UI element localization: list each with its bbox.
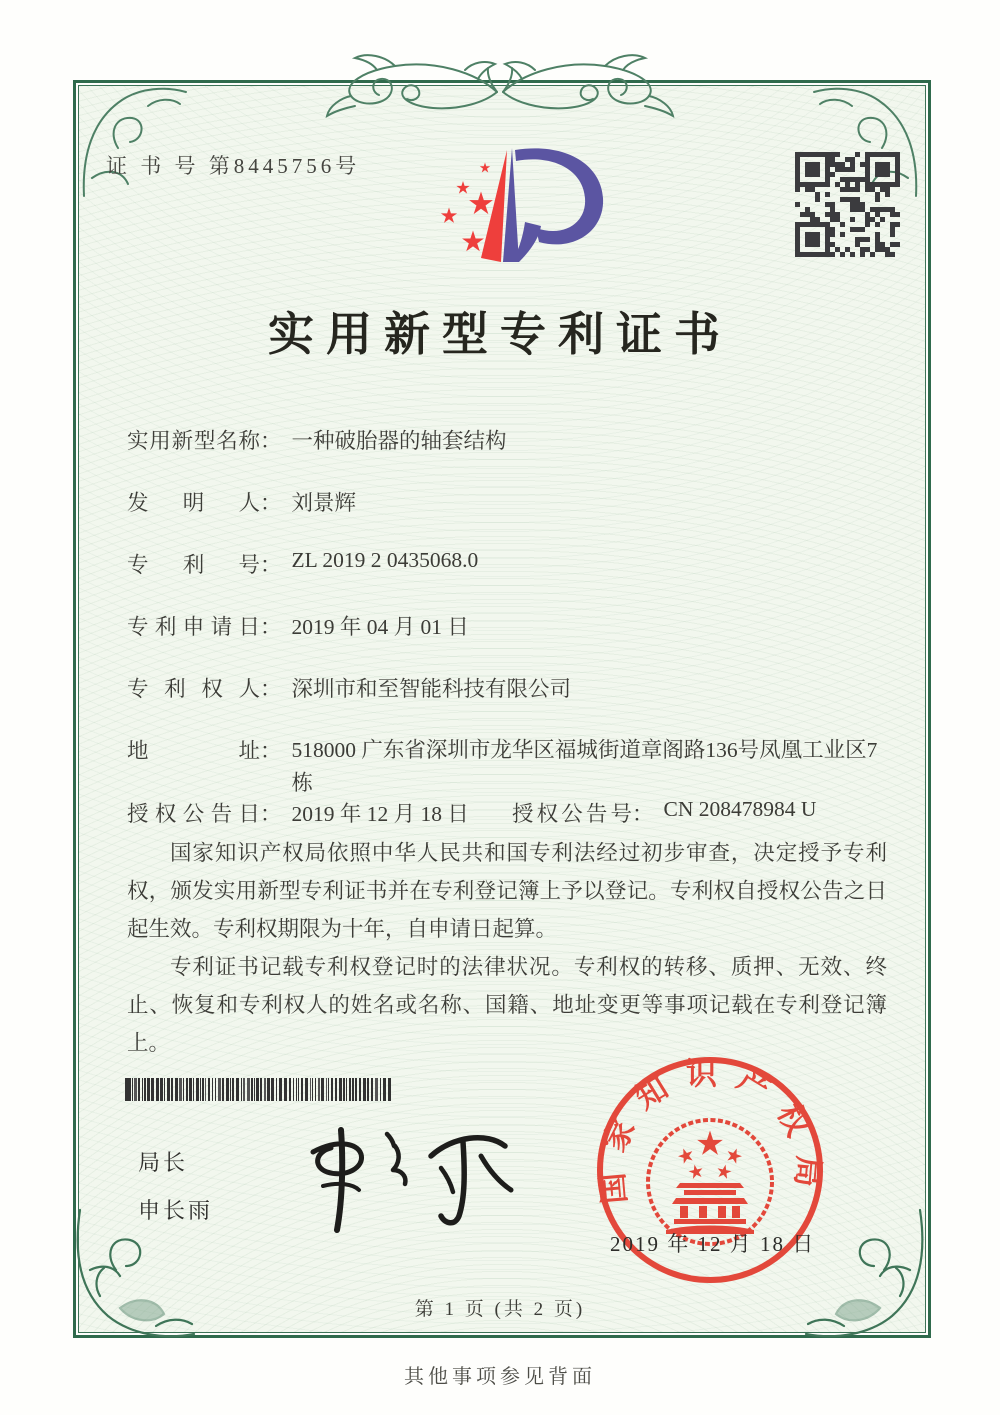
cnipa-logo bbox=[415, 130, 615, 290]
field-filing-date: 专利申请日 ： 2019 年 04 月 01 日 bbox=[127, 610, 469, 641]
seal-date: 2019 年 12 月 18 日 bbox=[610, 1232, 816, 1256]
field-grant-number: 授权公告号 ： CN 208478984 U bbox=[512, 797, 817, 826]
legal-paragraph-1: 国家知识产权局依照中华人民共和国专利法经过初步审查，决定授予专利权，颁发实用新型专利证书并在专利登记簿上予以登记。专利权自授权公告之日起生效。专利权期限为十年，自申请日起算。 bbox=[127, 841, 887, 941]
field-value: 深圳市和至智能科技有限公司 bbox=[291, 677, 572, 701]
director-title-label: 局长 bbox=[138, 1150, 189, 1175]
field-value: 刘景辉 bbox=[291, 491, 357, 515]
field-value: 2019 年 04 月 01 日 bbox=[291, 615, 469, 639]
emblem-gate bbox=[666, 1183, 754, 1234]
field-value: 一种破胎器的轴套结构 bbox=[291, 429, 507, 453]
qr-code bbox=[795, 152, 900, 257]
field-patentee: 专利权人 ： 深圳市和至智能科技有限公司 bbox=[127, 672, 571, 703]
field-label: 地址 bbox=[127, 739, 260, 763]
field-label: 专利申请日 bbox=[127, 615, 260, 639]
page-number: 第 1 页 (共 2 页) bbox=[414, 1299, 586, 1320]
field-address: 地址 ： 518000 广东省深圳市龙华区福城街道章阁路136号凤凰工业区7栋 bbox=[127, 734, 882, 800]
barcode bbox=[125, 1078, 391, 1101]
certificate-number: 证 书 号 第8445756号 bbox=[106, 154, 361, 178]
field-value: ZL 2019 2 0435068.0 bbox=[291, 548, 479, 572]
field-grant-row: 授权公告日 ： 2019 年 12 月 18 日 授权公告号 ： CN 208478984 U bbox=[127, 797, 817, 826]
grant-number-value: CN 208478984 U bbox=[663, 797, 817, 821]
field-utility-model-name: 实用新型名称 ： 一种破胎器的轴套结构 bbox=[127, 424, 507, 455]
back-side-note: 其他事项参见背面 bbox=[404, 1366, 596, 1388]
field-label: 授权公告日 bbox=[127, 802, 260, 826]
field-label: 实用新型名称 bbox=[127, 429, 260, 453]
legal-text bbox=[127, 834, 887, 1062]
field-label: 发明人 bbox=[127, 491, 260, 515]
field-inventor: 发明人 ： 刘景辉 bbox=[127, 486, 356, 517]
grant-date-value: 2019 年 12 月 18 日 bbox=[291, 802, 469, 826]
field-patent-number: 专利号 ： ZL 2019 2 0435068.0 bbox=[127, 548, 479, 577]
legal-paragraph-2: 专利证书记载专利权登记时的法律状况。专利权的转移、质押、无效、终止、恢复和专利权人的姓名或名称、国籍、地址变更等事项记载在专利登记簿上。 bbox=[127, 955, 887, 1055]
field-value: 518000 广东省深圳市龙华区福城街道章阁路136号凤凰工业区7栋 bbox=[291, 738, 878, 795]
field-label: 专利权人 bbox=[127, 677, 260, 701]
field-label: 专利号 bbox=[127, 553, 260, 577]
director-signature bbox=[283, 1112, 518, 1242]
director-name: 申长雨 bbox=[138, 1198, 214, 1223]
field-label: 授权公告号 bbox=[512, 802, 632, 826]
certificate-title: 实用新型专利证书 bbox=[268, 309, 732, 360]
seal-ring-text: 国家知识产权局 bbox=[593, 1056, 827, 1206]
